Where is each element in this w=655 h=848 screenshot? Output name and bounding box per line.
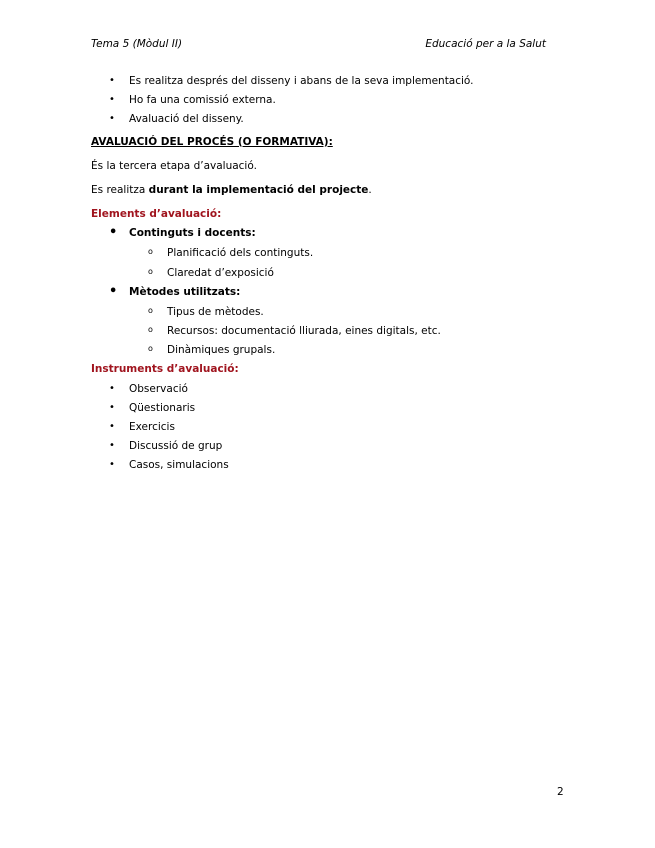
sub-list-item: o Tipus de mètodes. (91, 305, 561, 319)
instruments-heading: Instruments d’avaluació: (91, 363, 239, 376)
intro-bullet-list (91, 74, 561, 127)
sub-list (129, 305, 561, 358)
list-item: • Ho fa una comissió externa. (91, 93, 561, 107)
section-title: AVALUACIÓ DEL PROCÉS (O FORMATIVA): (91, 135, 333, 148)
list-item: • Observació (91, 382, 561, 396)
list-item: • Casos, simulacions (91, 458, 561, 472)
list-item-group (91, 285, 561, 358)
sub-list-item: o Claredat d’exposició (91, 266, 561, 280)
page-content (91, 74, 561, 477)
elements-heading: Elements d’avaluació: (91, 208, 222, 221)
header-left: Tema 5 (Mòdul II) (91, 38, 183, 50)
list-item: • Discussió de grup (91, 439, 561, 453)
elements-list (91, 226, 561, 357)
page-number: 2 (557, 786, 564, 798)
para-bold: durant la implementació del projecte (148, 183, 369, 196)
instruments-list (91, 382, 561, 473)
list-item-group (91, 226, 561, 280)
para-prefix: Es realitza (91, 183, 149, 196)
para-suffix: . (368, 183, 372, 196)
header-right: Educació per a la Salut (425, 38, 546, 50)
list-item: • Es realitza després del disseny i abans de la seva implementació. (91, 74, 561, 88)
group-label: Continguts i docents: (129, 227, 256, 240)
sub-list-item: o Recursos: documentació lliurada, eines digitals, etc. (91, 324, 561, 338)
paragraph-implementation (91, 183, 561, 197)
paragraph-stage: És la tercera etapa d’avaluació. (91, 159, 257, 172)
list-item: • Exercicis (91, 420, 561, 434)
sub-list-item: o Dinàmiques grupals. (91, 343, 561, 357)
group-label: Mètodes utilitzats: (129, 285, 241, 298)
sub-list (129, 246, 561, 279)
list-item: • Avaluació del disseny. (91, 112, 561, 126)
sub-list-item: o Planificació dels continguts. (91, 246, 561, 260)
list-item: • Qüestionaris (91, 401, 561, 415)
page-header (91, 38, 546, 50)
